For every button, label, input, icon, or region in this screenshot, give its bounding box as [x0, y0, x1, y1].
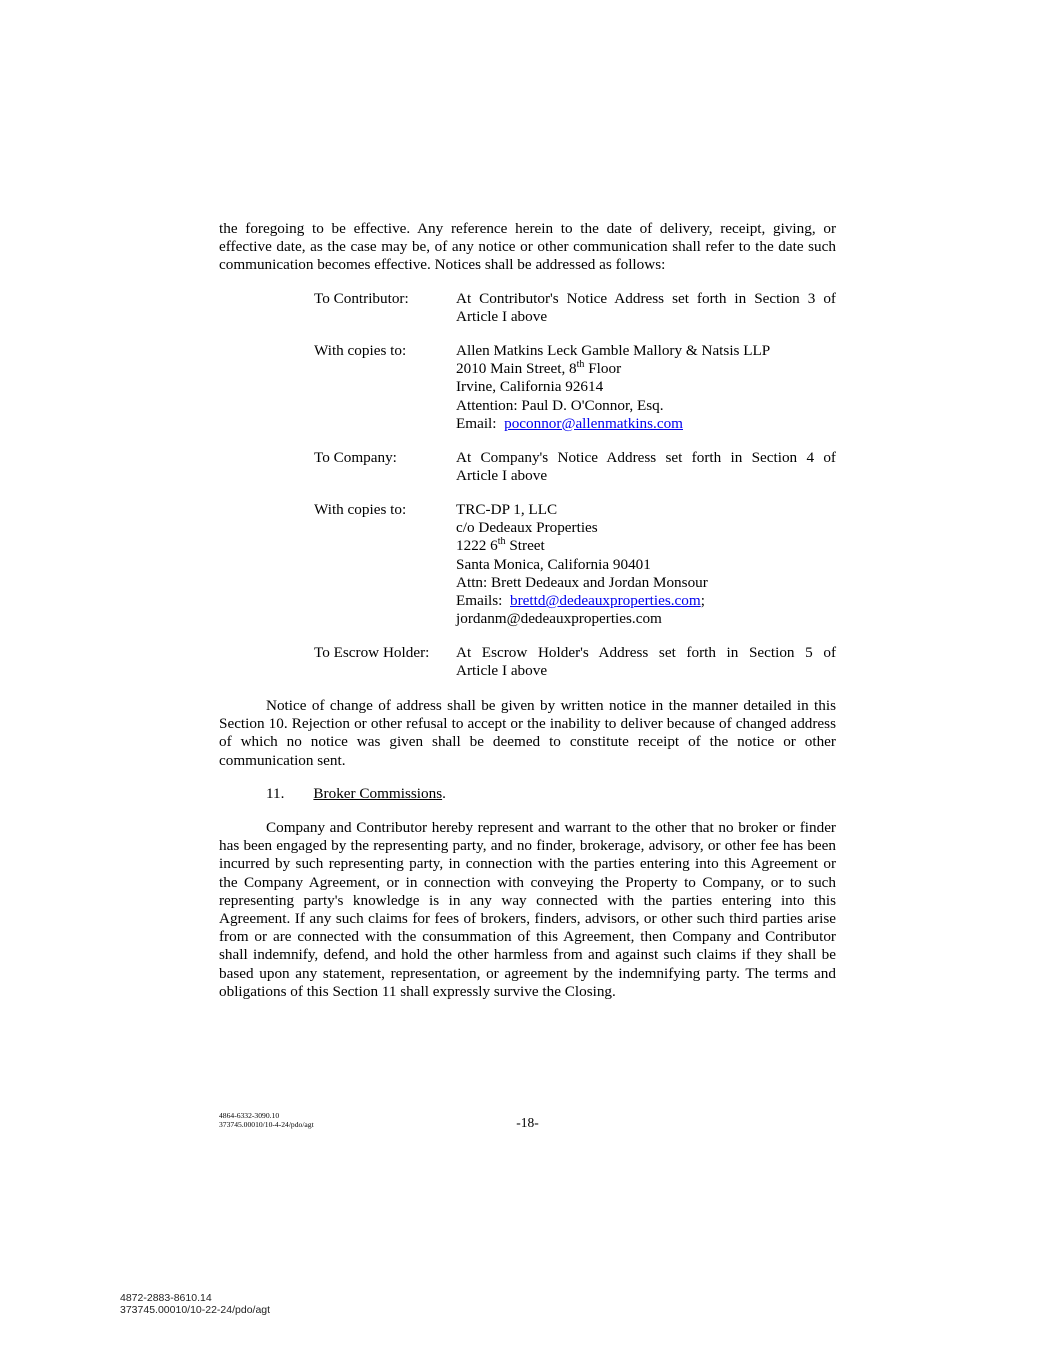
section-11-heading: 11. Broker Commissions. [266, 785, 446, 802]
address-value [456, 342, 836, 433]
address-label: With copies to: [314, 342, 407, 359]
notice-change-paragraph: Notice of change of address shall be given by written notice in the manner detailed in this Section 10. Rejection or other refusal to accept or the inability to deliver because of changed address of which no notice was given shall be deemed to constitute receipt of the notice or other communication sent. [219, 697, 836, 769]
address-line: Article I above [456, 467, 548, 485]
address-line: Article I above [456, 662, 548, 680]
address-line: Email: poconnor@allenmatkins.com [456, 414, 683, 432]
email-link-poconnor[interactable]: poconnor@allenmatkins.com [504, 414, 683, 432]
address-value [456, 290, 836, 326]
address-line: Article I above [456, 308, 548, 326]
address-line: Irvine, California 92614 [456, 378, 604, 396]
address-line: jordanm@dedeauxproperties.com [456, 610, 662, 628]
address-line: At Contributor's Notice Address set forth in Section 3 of [456, 290, 836, 307]
address-label: To Escrow Holder: [314, 644, 430, 661]
page-number: -18- [516, 1115, 539, 1130]
address-value [456, 501, 836, 628]
footer-doc-id: 4864-6332-3090.10 [219, 1111, 280, 1120]
section-11-body: Company and Contributor hereby represent and warrant to the other that no broker or finder has been engaged by the representing party, and no finder, brokerage, advisory, or other fee has been incurred by such representing party, in connection with the parties entering into this Agreement or the Company Agreement, or in connection with conveying the Property to Company, or to such representing party's knowledge is in any way connected with the parties entering into this Agreement. If any such claims for fees of brokers, finders, advisors, or other such third parties arise from or are connected with the consummation of this Agreement, then Company and Contributor shall indemnify, defend, and hold the other harmless from and against such claims if they shall be based upon any statement, representation, or agreement by the indemnifying party. The terms and obligations of this Section 11 shall expressly survive the Closing. [219, 819, 836, 1000]
address-line: 1222 6th Street [456, 536, 545, 555]
address-label: To Company: [314, 449, 397, 466]
address-label: With copies to: [314, 501, 407, 518]
address-line: At Escrow Holder's Address set forth in Section 5 of [456, 644, 836, 661]
outer-footer-doc-ref: 373745.00010/10-22-24/pdo/agt [120, 1304, 271, 1316]
intro-line-2: effective date, as the case may be, of any notice or other communication shall refer to the date such [219, 238, 836, 256]
section-title: Broker Commissions [313, 785, 443, 802]
intro-line-3: communication becomes effective. Notices shall be addressed as follows: [219, 256, 666, 274]
address-line: Attn: Brett Dedeaux and Jordan Monsour [456, 573, 708, 591]
address-value [456, 449, 836, 485]
footer-doc-ref: 373745.00010/10-4-24/pdo/agt [219, 1120, 314, 1129]
address-line: 2010 Main Street, 8th Floor [456, 359, 622, 378]
address-line: TRC-DP 1, LLC [456, 501, 558, 518]
intro-line-1: the foregoing to be effective. Any reference herein to the date of delivery, receipt, giving, or [219, 220, 836, 237]
address-line: Allen Matkins Leck Gamble Mallory & Natsis LLP [456, 342, 771, 359]
section-number: 11. [266, 785, 285, 802]
address-line: At Company's Notice Address set forth in Section 4 of [456, 449, 836, 466]
address-value [456, 644, 836, 680]
intro-paragraph [219, 220, 836, 275]
email-link-brettd[interactable]: brettd@dedeauxproperties.com [510, 592, 701, 610]
outer-footer-doc-id: 4872-2883-8610.14 [120, 1292, 212, 1304]
address-line: c/o Dedeaux Properties [456, 519, 598, 537]
address-line: Attention: Paul D. O'Connor, Esq. [456, 396, 664, 414]
address-line: Santa Monica, California 90401 [456, 555, 651, 573]
address-line: Emails: brettd@dedeauxproperties.com; [456, 592, 705, 610]
address-label: To Contributor: [314, 290, 409, 307]
